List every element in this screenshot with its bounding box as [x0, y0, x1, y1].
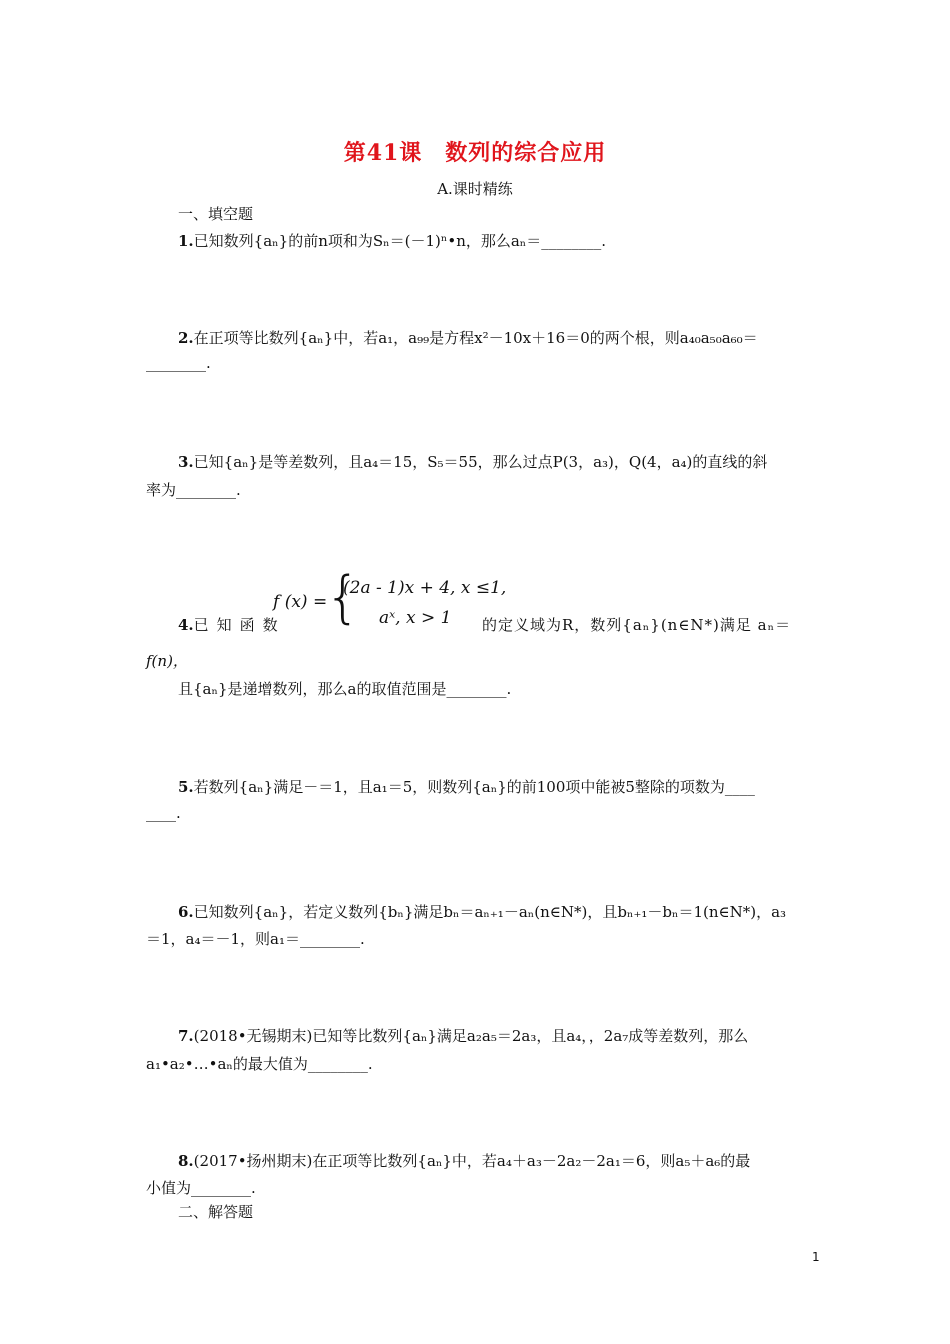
page-title: 第41课 数列的综合应用 [343, 140, 607, 166]
question-2 [178, 327, 758, 348]
formula-row-1: (2a - 1)x + 4, x ≤1, [343, 578, 507, 598]
question-7 [178, 1025, 748, 1046]
section-heading-answer: 二、解答题 [178, 1203, 254, 1221]
question-1 [178, 230, 606, 251]
question-7-continuation: a₁•a₂•…•aₙ的最大值为________. [146, 1055, 373, 1073]
question-6-continuation: ＝1，a₄＝－1，则a₁＝________. [146, 930, 365, 948]
page-number: 1 [812, 1250, 820, 1264]
question-4-text-post: 的定义域为R，数列{aₙ}(n∈N*)满足 aₙ＝ [482, 616, 792, 634]
question-text: 在正项等比数列{aₙ}中，若a₁，a₉₉是方程x²－10x＋16＝0的两个根，则a₄₀a₅₀a₆₀＝ [193, 329, 758, 347]
question-text: 若数列{aₙ}满足－＝1，且a₁＝5，则数列{aₙ}的前100项中能被5整除的项数为____ [193, 778, 755, 796]
question-2-continuation: ________. [146, 354, 211, 372]
question-number: 7. [178, 1027, 194, 1045]
question-4 [178, 614, 286, 635]
question-text-pre: 已知函数 [193, 616, 286, 634]
formula-row-2: aˣ, x > 1 [379, 608, 452, 628]
question-5-continuation: ____. [146, 804, 181, 822]
piecewise-function-formula [273, 565, 507, 636]
question-number: 4. [178, 616, 194, 634]
question-8-continuation: 小值为________. [146, 1179, 256, 1197]
question-5 [178, 776, 755, 797]
question-text: 已知数列{aₙ}的前n项和为Sₙ＝(－1)ⁿ•n，那么aₙ＝________. [193, 232, 607, 250]
question-number: 3. [178, 453, 194, 471]
brace-icon: { [325, 565, 361, 630]
question-4-continuation-1: f(n)， [146, 652, 188, 670]
page-subtitle: A.课时精练 [437, 180, 513, 198]
question-text: 已知数列{aₙ}，若定义数列{bₙ}满足bₙ＝aₙ₊₁－aₙ(n∈N*)，且bₙ₊₁－bₙ＝1(n∈N*)，a₃ [193, 903, 787, 921]
formula-lhs: f (x) = [273, 592, 328, 612]
question-number: 8. [178, 1152, 194, 1170]
question-number: 2. [178, 329, 194, 347]
question-4-continuation-2: 且{aₙ}是递增数列，那么a的取值范围是________. [178, 680, 512, 698]
question-text: (2017•扬州期末)在正项等比数列{aₙ}中，若a₄＋a₃－2a₂－2a₁＝6，则a₅＋a₆的最 [193, 1152, 751, 1170]
section-heading-fill-blank: 一、填空题 [178, 205, 254, 223]
question-8 [178, 1150, 750, 1171]
question-text: 已知{aₙ}是等差数列，且a₄＝15，S₅＝55，那么过点P(3，a₃)，Q(4，a₄)的直线的斜 [193, 453, 768, 471]
question-6 [178, 901, 786, 922]
question-text: (2018•无锡期末)已知等比数列{aₙ}满足a₂a₅＝2a₃，且a₄，，2a₇成等差数列，那么 [193, 1027, 749, 1045]
question-number: 1. [178, 232, 194, 250]
question-3-continuation: 率为________. [146, 481, 241, 499]
question-3 [178, 451, 767, 472]
question-number: 6. [178, 903, 194, 921]
question-number: 5. [178, 778, 194, 796]
